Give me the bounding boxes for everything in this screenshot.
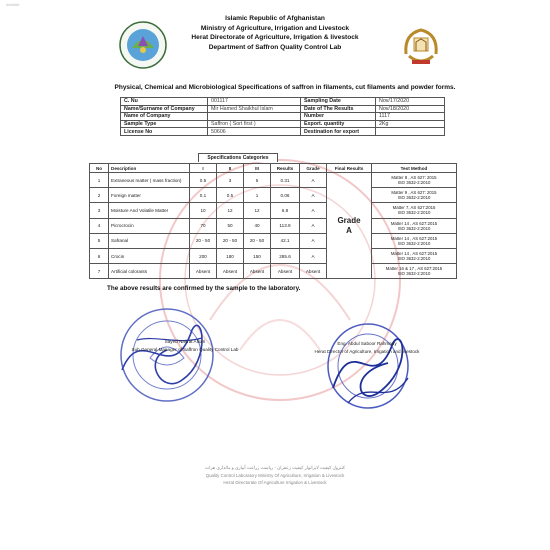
company-label: Name of Company xyxy=(121,113,208,121)
row-method xyxy=(372,218,457,233)
license-label: License No xyxy=(121,128,208,136)
row-grade: A xyxy=(300,233,327,248)
row-no: 3 xyxy=(90,203,109,218)
row-result: 0.31 xyxy=(271,173,300,188)
row-grade: Absent xyxy=(300,264,327,279)
footer-directorate: Herat Directorate Of Agriculture Irrigation & Livestock xyxy=(223,480,327,485)
header-ministry: Ministry of Agriculture, Irrigation and Livestock xyxy=(200,24,350,32)
row-cat1: 200 xyxy=(190,248,217,263)
row-description: Picrocrocin xyxy=(109,218,190,233)
method-line1: Matter 8 , AS 627: 2015 xyxy=(391,175,437,181)
row-no: 6 xyxy=(90,248,109,263)
license-value: 50606 xyxy=(208,128,301,136)
destination-value xyxy=(376,128,445,136)
row-cat2: 20 - 50 xyxy=(217,233,244,248)
col-cat3: III xyxy=(244,164,271,173)
table-row xyxy=(90,218,457,233)
row-cat2: 3 xyxy=(217,173,244,188)
c-nu-label: C. Nu xyxy=(121,98,208,106)
row-result: 42.1 xyxy=(271,233,300,248)
results-table xyxy=(89,163,457,279)
table-row xyxy=(90,188,457,203)
sampling-date-value: Nov/17/2020 xyxy=(376,98,445,106)
row-grade: A xyxy=(300,188,327,203)
method-line1: Matter 14 , AS 627:2015 xyxy=(390,235,438,241)
destination-label: Destination for export xyxy=(301,128,376,136)
left-signatory xyxy=(100,338,270,354)
row-description: Safranal xyxy=(109,233,190,248)
row-method xyxy=(372,203,457,218)
right-signatory-name: Eng. Abdul Saboor Rahmany xyxy=(337,341,397,346)
results-header-row xyxy=(90,164,457,173)
final-result-cell xyxy=(327,173,372,279)
row-cat1: 20 - 50 xyxy=(190,233,217,248)
method-line2: ISO 3632-2:2010 xyxy=(397,180,431,186)
method-line1: Matter 9 , AS 627: 2015 xyxy=(391,190,437,196)
method-line2: ISO 3632-2:2010 xyxy=(397,225,431,231)
document-title: Physical, Chemical and Microbiological Specifications of saffron in filaments, cut filaments and powder forms. xyxy=(114,84,456,91)
left-signatory-name: Sayed Nasrat Afkari xyxy=(164,339,206,344)
method-line2: ISO 3632-2:2010 xyxy=(397,240,431,246)
c-nu-value: 001117 xyxy=(208,98,301,106)
info-row xyxy=(121,105,445,113)
afghanistan-emblem-icon xyxy=(400,24,442,70)
final-grade-value: A xyxy=(346,225,352,235)
header-directorate: Herat Directorate of Agriculture, Irrigation & livestock xyxy=(191,34,359,41)
table-row xyxy=(90,233,457,248)
row-cat3: 5 xyxy=(244,173,271,188)
col-description: Description xyxy=(109,164,190,173)
row-cat3: 40 xyxy=(244,218,271,233)
row-cat2: 180 xyxy=(217,248,244,263)
number-label: Number xyxy=(301,113,376,121)
row-cat1: 10 xyxy=(190,203,217,218)
info-row xyxy=(121,128,445,136)
results-date-value: Nov/18/2020 xyxy=(376,105,445,113)
name-value: Mir Hamed Shaikhul Islam xyxy=(208,105,301,113)
table-row xyxy=(90,248,457,263)
method-line2: ISO 3632-2:2010 xyxy=(397,210,431,216)
method-line1: Matter 14 , AS 627:2015 xyxy=(390,220,438,226)
row-cat1: 0.5 xyxy=(190,173,217,188)
row-result: Absent xyxy=(271,264,300,279)
row-no: 7 xyxy=(90,264,109,279)
row-method xyxy=(372,248,457,263)
row-description: Foreign matter xyxy=(109,188,190,203)
row-method xyxy=(372,173,457,188)
footer xyxy=(120,464,430,487)
row-description: Artificial colorants xyxy=(109,264,190,279)
company-value xyxy=(208,113,301,121)
row-cat2: 0.5 xyxy=(217,188,244,203)
sample-info-table xyxy=(120,97,445,136)
row-grade: A xyxy=(300,173,327,188)
left-signatory-title: Sub General Manager of Saffron Quality Control Lab xyxy=(131,347,239,352)
row-result: 6.8 xyxy=(271,203,300,218)
header-department: Department of Saffron Quality Control Lab xyxy=(208,43,342,51)
row-cat3: 20 - 50 xyxy=(244,233,271,248)
row-description: Moisture And Volatile Matter xyxy=(109,203,190,218)
letterhead xyxy=(150,14,400,52)
col-cat2: II xyxy=(217,164,244,173)
final-grade-label: Grade xyxy=(337,215,361,225)
method-line2: ISO 3632-2:2010 xyxy=(397,271,431,277)
method-line1: Matter 7, AS 627:2015 xyxy=(392,205,436,211)
footer-dari: کنترول کیفیت لابراتوار کیفیت زعفران - ریاست زراعت آبیاری و مالداری هرات xyxy=(205,465,345,470)
row-no: 5 xyxy=(90,233,109,248)
number-value: 1117 xyxy=(376,113,445,121)
col-results: Results xyxy=(271,164,300,173)
export-qty-value: 2Kg xyxy=(376,120,445,128)
sampling-date-label: Sampling Date xyxy=(301,98,376,106)
col-method: Test Method xyxy=(372,164,457,173)
corner-mark: ###### xyxy=(6,2,20,7)
row-result: 285.6 xyxy=(271,248,300,263)
table-row xyxy=(90,264,457,279)
row-description: Extraneous matter ( mass fraction) xyxy=(109,173,190,188)
spec-categories-header: Specifications Categories xyxy=(198,153,278,162)
table-row xyxy=(90,173,457,188)
col-no: No xyxy=(90,164,109,173)
sample-type-label: Sample Type xyxy=(121,120,208,128)
row-cat3: Absent xyxy=(244,264,271,279)
info-row xyxy=(121,120,445,128)
method-line2: ISO 3632-2:2010 xyxy=(397,256,431,262)
right-stamp-icon xyxy=(318,318,418,413)
row-cat3: 1 xyxy=(244,188,271,203)
row-no: 4 xyxy=(90,218,109,233)
results-date-label: Date of The Results xyxy=(301,105,376,113)
info-row xyxy=(121,98,445,106)
header-country: Islamic Republic of Afghanistan xyxy=(225,15,325,22)
footer-ministry: Quality Control Laboratory Ministry Of Agriculture, Irrigation & Livestock xyxy=(205,472,345,478)
sample-type-value: Saffron ( Sort first ) xyxy=(208,120,301,128)
row-cat1: Absent xyxy=(190,264,217,279)
row-cat3: 150 xyxy=(244,248,271,263)
row-no: 1 xyxy=(90,173,109,188)
confirmation-statement: The above results are confirmed by the sample to the laboratory. xyxy=(107,285,301,292)
row-cat1: 70 xyxy=(190,218,217,233)
row-cat2: Absent xyxy=(217,264,244,279)
row-method xyxy=(372,233,457,248)
col-final: Final Results xyxy=(327,164,372,173)
col-grade: Grade xyxy=(300,164,327,173)
col-cat1: I xyxy=(190,164,217,173)
row-grade: A xyxy=(300,248,327,263)
row-no: 2 xyxy=(90,188,109,203)
row-cat1: 0.1 xyxy=(190,188,217,203)
row-result: 0.06 xyxy=(271,188,300,203)
row-cat2: 12 xyxy=(217,203,244,218)
row-grade: A xyxy=(300,218,327,233)
right-signatory-title: Herat Director of Agriculture, Irrigation and livestock xyxy=(314,349,420,354)
name-label: Name/Surname of Company xyxy=(121,105,208,113)
row-cat3: 12 xyxy=(244,203,271,218)
row-grade: A xyxy=(300,203,327,218)
right-signatory xyxy=(282,340,452,356)
export-qty-label: Export. quantity xyxy=(301,120,376,128)
row-method xyxy=(372,264,457,279)
method-line1: Matter 16 & 17 , AS 627:2015 xyxy=(385,266,443,272)
row-cat2: 50 xyxy=(217,218,244,233)
row-method xyxy=(372,188,457,203)
table-row xyxy=(90,203,457,218)
row-result: 113.9 xyxy=(271,218,300,233)
method-line2: ISO 3632-2:2010 xyxy=(397,195,431,201)
info-row xyxy=(121,113,445,121)
left-stamp-icon xyxy=(112,300,222,410)
row-description: Crocin xyxy=(109,248,190,263)
method-line1: Matter 14 , AS 627:2015 xyxy=(390,251,438,257)
